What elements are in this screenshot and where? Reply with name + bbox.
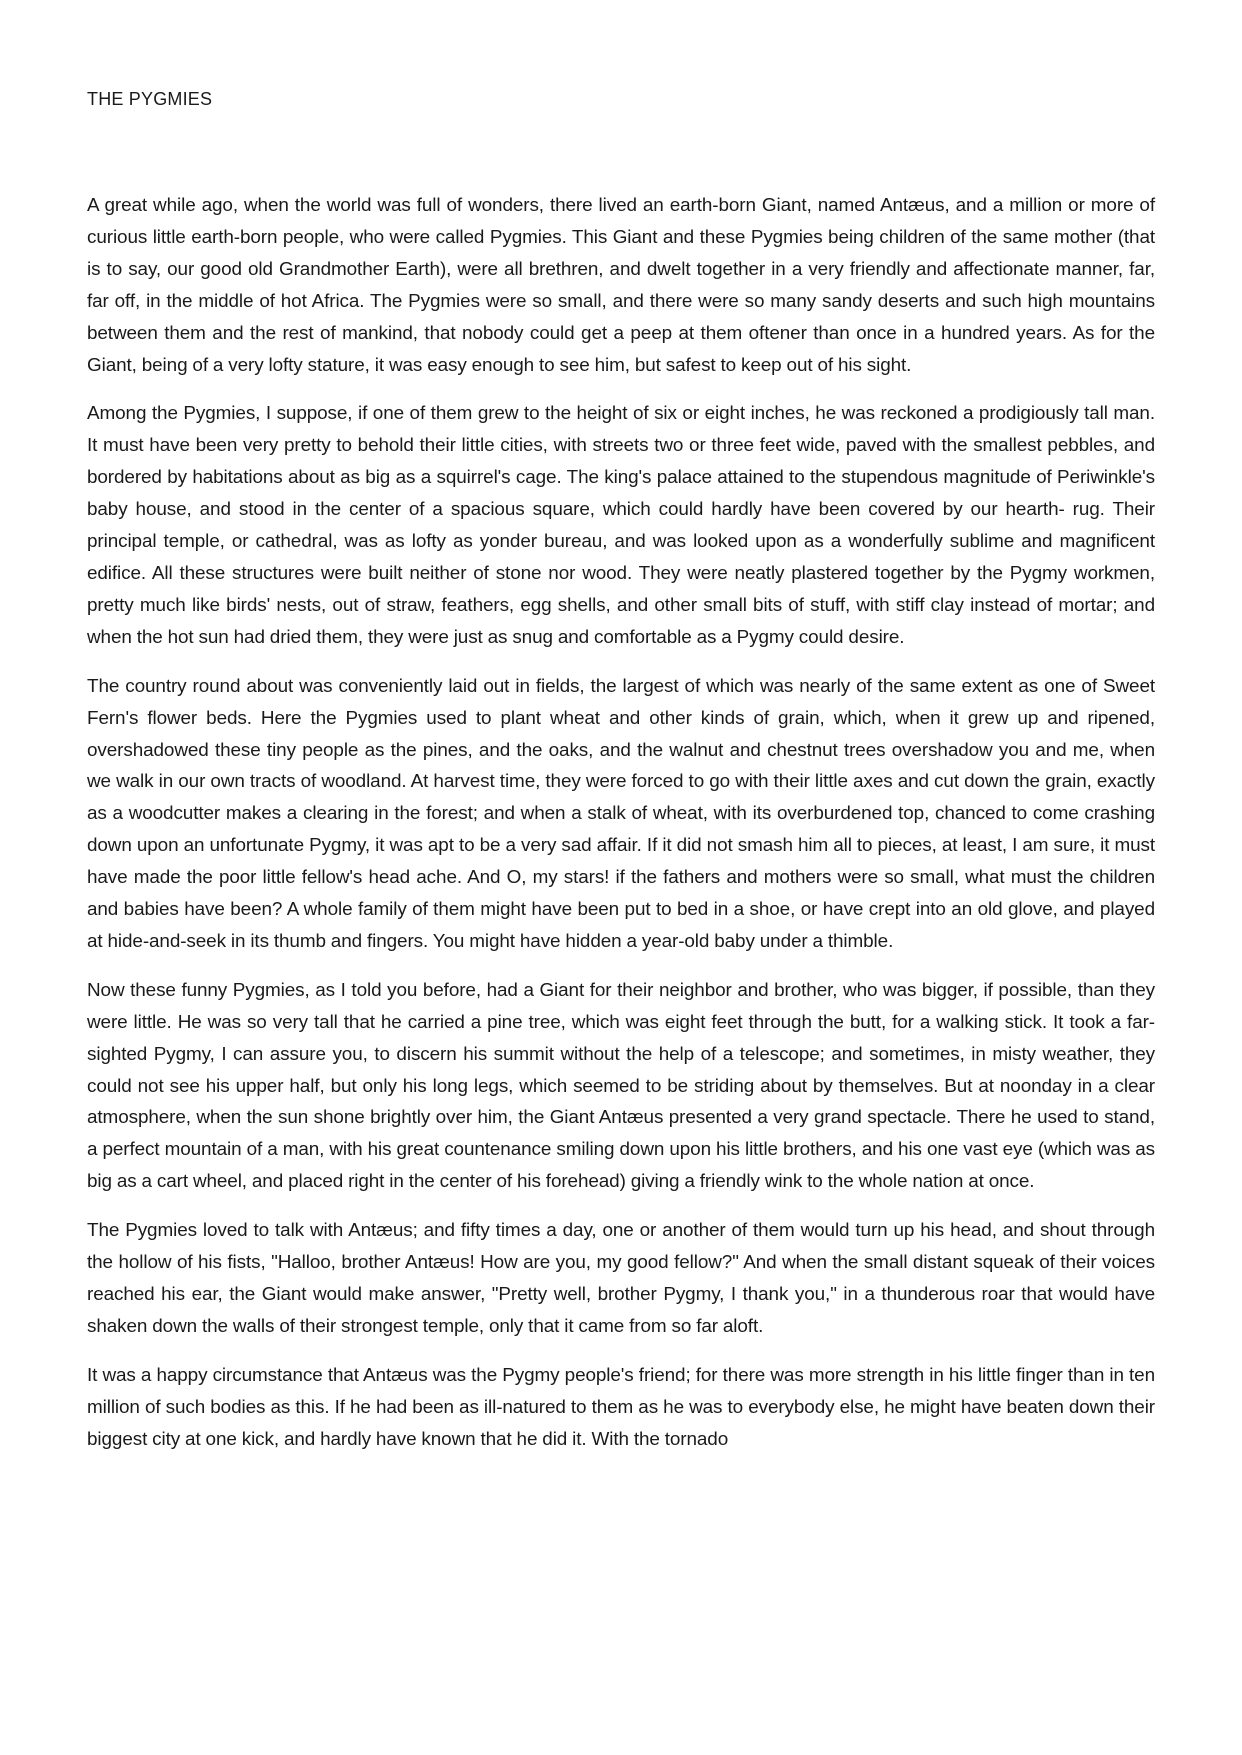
document-body xyxy=(87,190,1155,1473)
paragraph-5: The Pygmies loved to talk with Antæus; and fifty times a day, one or another of them would turn up his head, and shout through the hollow of his fists, "Halloo, brother Antæus! How are you, my good fellow?" And when the small distant squeak of their voices reached his ear, the Giant would make answer, "Pretty well, brother Pygmy, I thank you," in a thunderous roar that would have shaken down the walls of their strongest temple, only that it came from so far aloft. xyxy=(87,1220,1155,1337)
paragraph-2: Among the Pygmies, I suppose, if one of them grew to the height of six or eight inches, he was reckoned a prodigiously tall man. It must have been very pretty to behold their little cities, with streets two or three feet wide, paved with the smallest pebbles, and bordered by habitations about as big as a squirrel's cage. The king's palace attained to the stupendous magnitude of Periwinkle's baby house, and stood in the center of a spacious square, which could hardly have been covered by our hearth- rug. Their principal temple, or cathedral, was as lofty as yonder bureau, and was looked upon as a wonderfully sublime and magnificent edifice. All these structures were built neither of stone nor wood. They were neatly plastered together by the Pygmy workmen, pretty much like birds' nests, out of straw, feathers, egg shells, and other small bits of stuff, with stiff clay instead of mortar; and when the hot sun had dried them, they were just as snug and comfortable as a Pygmy could desire. xyxy=(87,403,1155,648)
document-title: THE PYGMIES xyxy=(87,89,213,109)
paragraph-3: The country round about was conveniently laid out in fields, the largest of which was nearly of the same extent as one of Sweet Fern's flower beds. Here the Pygmies used to plant wheat and other kinds of grain, which, when it grew up and ripened, overshadowed these tiny people as the pines, and the oaks, and the walnut and chestnut trees overshadow you and me, when we walk in our own tracts of woodland. At harvest time, they were forced to go with their little axes and cut down the grain, exactly as a woodcutter makes a clearing in the forest; and when a stalk of wheat, with its overburdened top, chanced to come crashing down upon an unfortunate Pygmy, it was apt to be a very sad affair. If it did not smash him all to pieces, at least, I am sure, it must have made the poor little fellow's head ache. And O, my stars! if the fathers and mothers were so small, what must the children and babies have been? A whole family of them might have been put to bed in a shoe, or have crept into an old glove, and played at hide-and-seek in its thumb and fingers. You might have hidden a year-old baby under a thimble. xyxy=(87,675,1155,952)
paragraph-6: It was a happy circumstance that Antæus was the Pygmy people's friend; for there was more strength in his little finger than in ten million of such bodies as this. If he had been as ill-natured to them as he was to everybody else, he might have beaten down their biggest city at one kick, and hardly have known that he did it. With the tornado xyxy=(87,1364,1155,1450)
paragraph-4: Now these funny Pygmies, as I told you before, had a Giant for their neighbor and brother, who was bigger, if possible, than they were little. He was so very tall that he carried a pine tree, which was eight feet through the butt, for a walking stick. It took a far-sighted Pygmy, I can assure you, to discern his summit without the help of a telescope; and sometimes, in misty weather, they could not see his upper half, but only his long legs, which seemed to be striding about by themselves. But at noonday in a clear atmosphere, when the sun shone brightly over him, the Giant Antæus presented a very grand spectacle. There he used to stand, a perfect mountain of a man, with his great countenance smiling down upon his little brothers, and his one vast eye (which was as big as a cart wheel, and placed right in the center of his forehead) giving a friendly wink to the whole nation at once. xyxy=(87,979,1155,1193)
paragraph-1: A great while ago, when the world was full of wonders, there lived an earth-born Giant, named Antæus, and a million or more of curious little earth-born people, who were called Pygmies. This Giant and these Pygmies being children of the same mother (that is to say, our good old Grandmother Earth), were all brethren, and dwelt together in a very friendly and affectionate manner, far, far off, in the middle of hot Africa. The Pygmies were so small, and there were so many sandy deserts and such high mountains between them and the rest of mankind, that nobody could get a peep at them oftener than once in a hundred years. As for the Giant, being of a very lofty stature, it was easy enough to see him, but safest to keep out of his sight. xyxy=(87,195,1155,376)
